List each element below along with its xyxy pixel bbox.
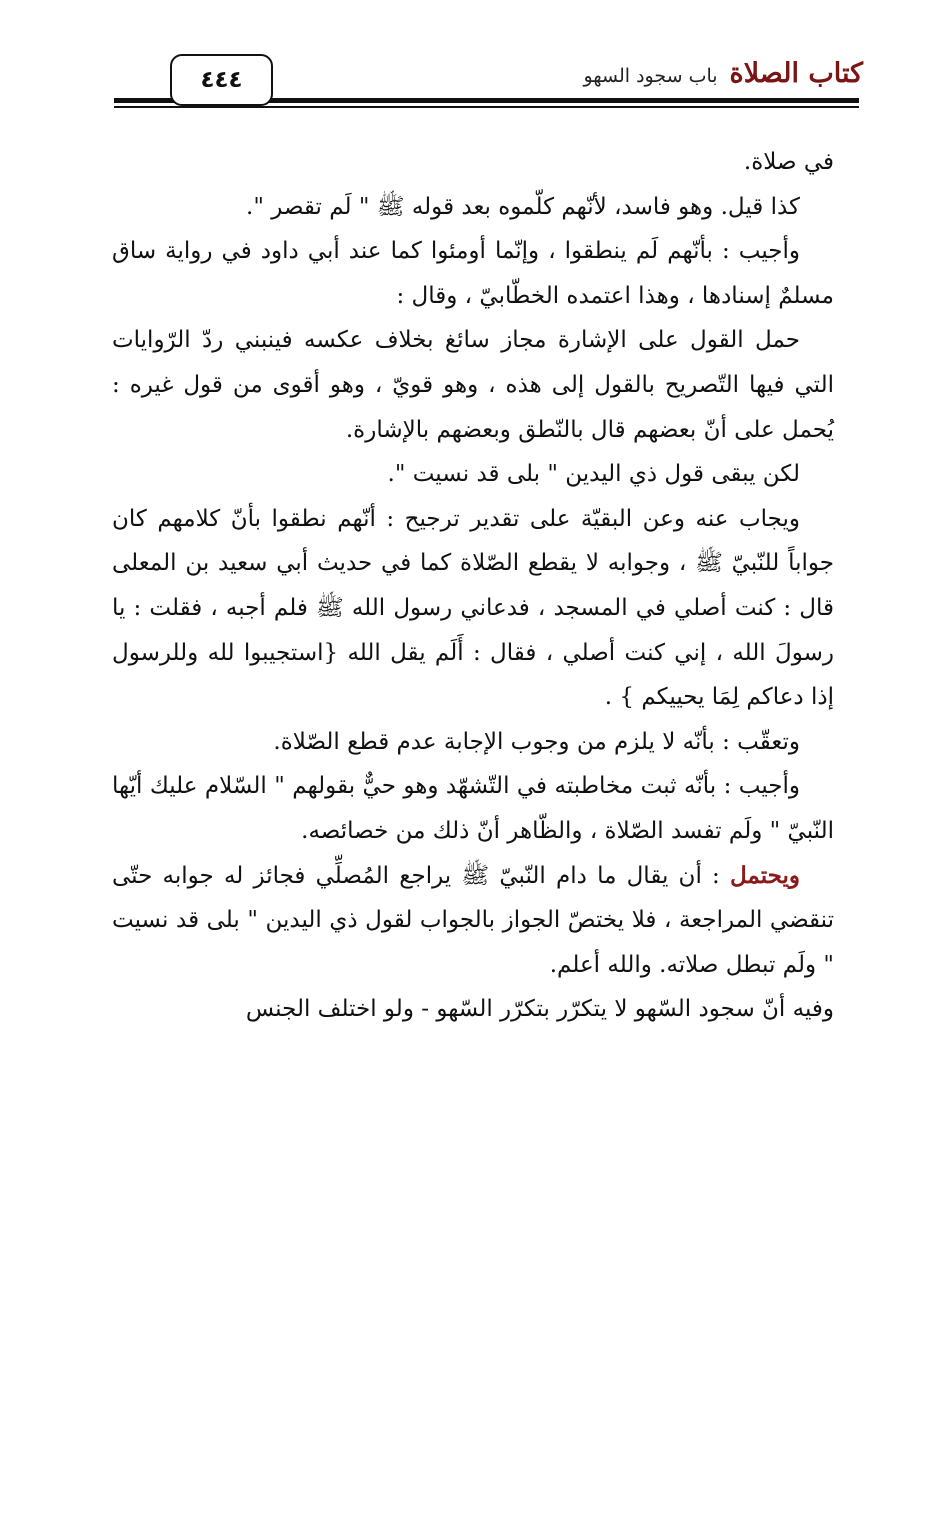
page-header [0, 0, 945, 120]
book-title: كتاب الصلاة [729, 58, 863, 89]
page-number: ٤٤٤ [200, 67, 243, 93]
paragraph-7: وتعقّب : بأنّه لا يلزم من وجوب الإجابة عدم قطع الصّلاة. [273, 728, 800, 755]
paragraph-10: وفيه أنّ سجود السّهو لا يتكرّر بتكرّر السّهو - ولو اختلف الجنس [245, 996, 834, 1023]
paragraph-1: في صلاة. [743, 149, 834, 175]
paragraph-3: وأجيب : بأنّهم لَم ينطقوا ، وإنّما أومئوا كما عند أبي داود في رواية ساق مسلمٌ إسنادها ، وهذا اعتمده الخطّابيّ ، وقال : [112, 238, 834, 309]
paragraph-6: ويجاب عنه وعن البقيّة على تقدير ترجيح : أنّهم نطقوا بأنّ كلامهم كان جواباً للنّبيّ ﷺ ، وجوابه لا يقطع الصّلاة كما في حديث أبي سعيد بن المعلى قال : كنت أصلي في المسجد ، فدعاني رسول الله ﷺ فلم أجبه ، فقلت : يا رسولَ الله ، إني كنت أصلي ، فقال : أَلَم يقل الله {استجيبوا لله وللرسول إذا دعاكم لِمَا يحييكم } . [112, 505, 834, 711]
paragraph-5: لكن يبقى قول ذي اليدين " بلى قد نسيت ". [387, 461, 800, 488]
page-number-box [170, 54, 273, 106]
chapter-title: باب سجود السهو [583, 65, 718, 87]
paragraph-9-text: : أن يقال ما دام النّبيّ ﷺ يراجع المُصلِّي فجائز له جوابه حتّى تنقضي المراجعة ، فلا يختصّ الجواز بالجواب لقول ذي اليدين " بلى قد نسيت " ولَم تبطل صلاته. والله أعلم. [112, 862, 834, 978]
paragraph-8: وأجيب : بأنّه ثبت مخاطبته في التّشهّد وهو حيٌّ بقولهم " السّلام عليك أيّها النّبيّ " ولَم تفسد الصّلاة ، والظّاهر أنّ ذلك من خصائصه. [112, 773, 834, 844]
header-rule-thin [114, 106, 859, 108]
main-text [112, 140, 834, 1032]
paragraph-9 [112, 854, 834, 988]
paragraph-2: كذا قيل. وهو فاسد، لأنّهم كلّموه بعد قوله ﷺ " لَم تقصر ". [246, 193, 800, 220]
highlighted-keyword: ويحتمل [729, 861, 800, 889]
running-header [583, 52, 863, 99]
paragraph-4: حمل القول على الإشارة مجاز سائغ بخلاف عكسه فينبني ردّ الرّوايات التي فيها التّصريح بالقول إلى هذه ، وهو قويّ ، وهو أقوى من قول غيره : يُحمل على أنّ بعضهم قال بالنّطق وبعضهم بالإشارة. [112, 327, 834, 443]
